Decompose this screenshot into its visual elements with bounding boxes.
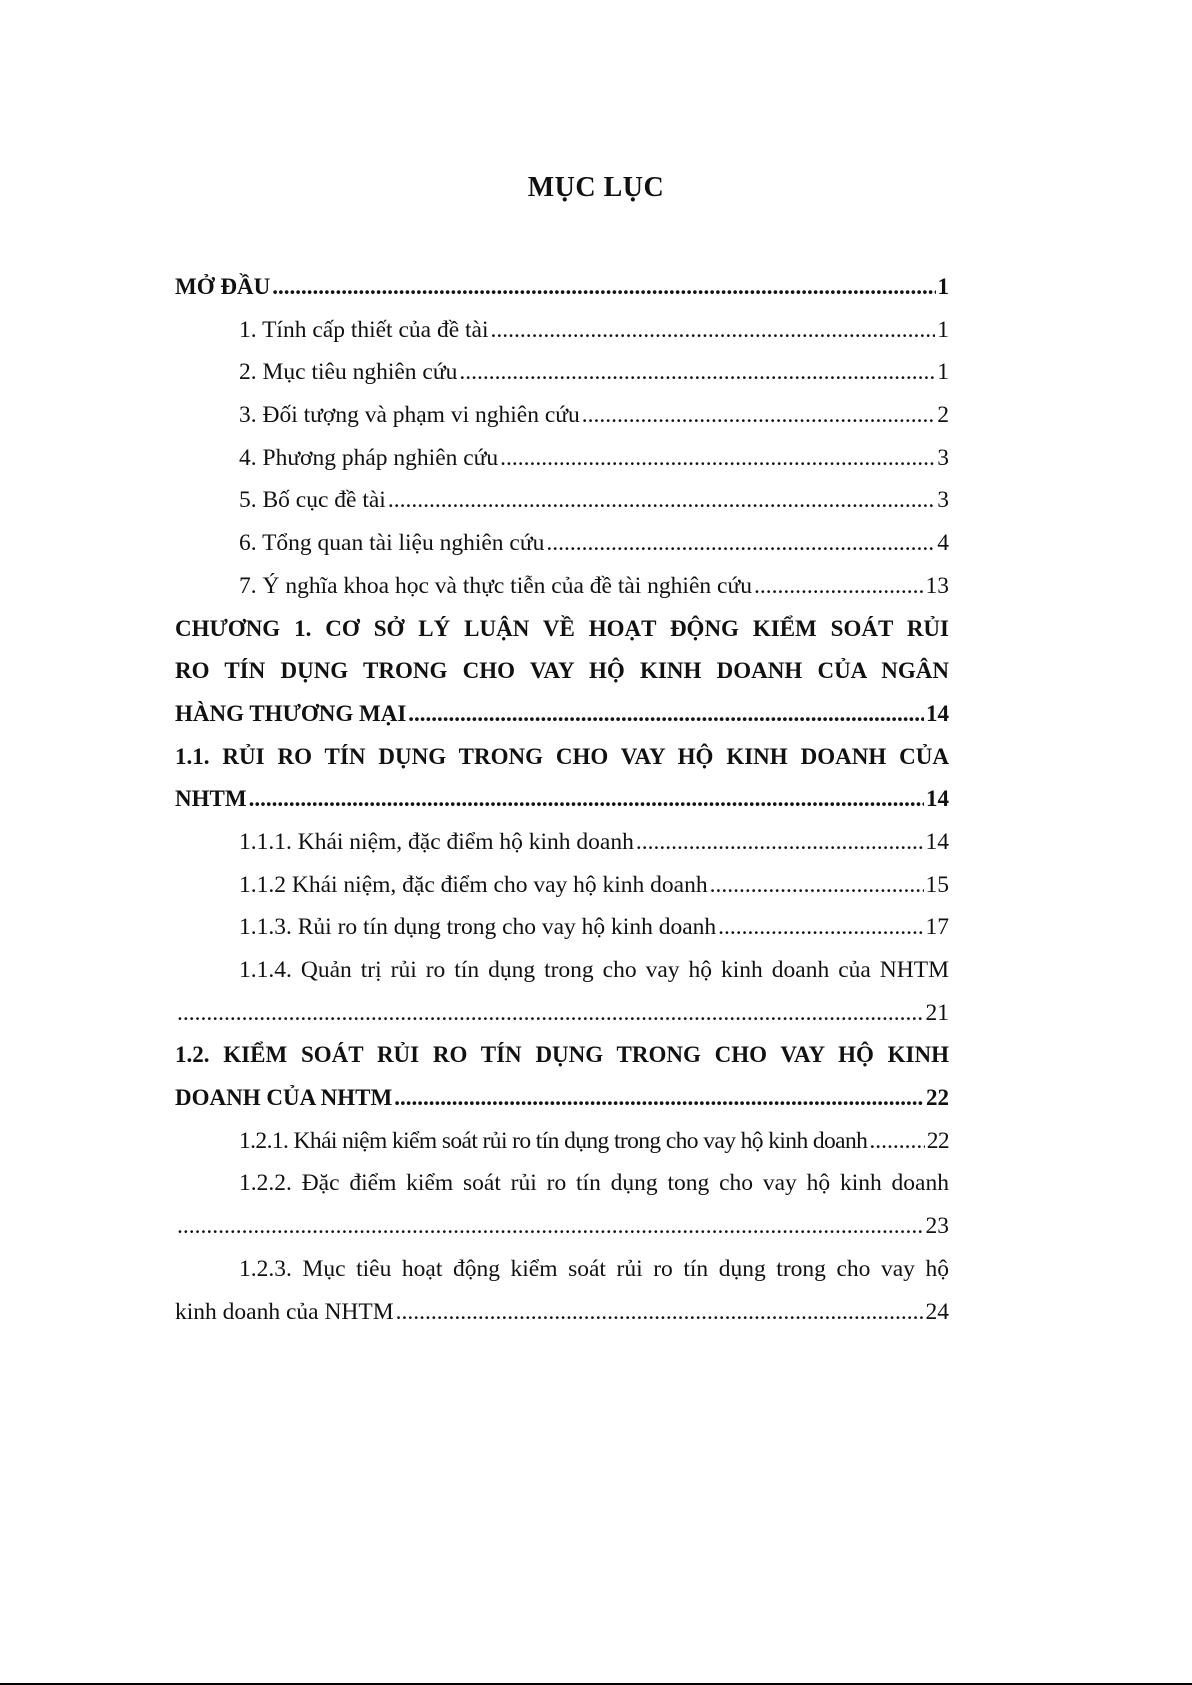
toc-entry[interactable] [175,479,949,522]
toc-page-number: 15 [925,871,949,898]
toc-page-number: 17 [925,914,949,941]
toc-page-number: 3 [937,487,949,514]
toc-page-number: 3 [937,444,949,471]
toc-entry-text: 1.1.3. Rủi ro tín dụng trong cho vay hộ kinh doanh [239,914,717,941]
toc-entry-text: HÀNG THƯƠNG MẠI [175,700,407,726]
table-of-contents [175,266,949,1333]
toc-entry[interactable] [175,522,949,565]
toc-page-number: 22 [926,1127,949,1154]
dot-leader [388,479,935,522]
dot-leader [710,864,924,907]
toc-entry-text: 1.1.1. Khái niệm, đặc điểm hộ kinh doanh [239,828,634,855]
toc-page-number: 22 [926,1085,949,1111]
dot-leader [754,565,924,608]
toc-entry[interactable] [175,864,949,907]
toc-entry-text: NHTM [175,786,247,812]
toc-entry-text: MỞ ĐẦU [175,274,271,299]
dot-leader [396,1291,924,1334]
toc-entry-text: 7. Ý nghĩa khoa học và thực tiễn của đề tài nghiên cứu [239,572,752,599]
toc-entry-text: 2. Mục tiêu nghiên cứu [239,359,458,386]
toc-entry-text: kinh doanh của NHTM [175,1298,394,1325]
toc-entry[interactable] [175,992,949,1035]
toc-entry[interactable] [175,309,949,352]
page-title: MỤC LỤC [527,172,665,203]
toc-entry-chapter-1[interactable] [175,693,949,736]
toc-chapter-line[interactable]: RO TÍN DỤNG TRONG CHO VAY HỘ KINH DOANH CỦA NGÂN [175,658,949,684]
toc-page-number: 1 [937,359,949,386]
toc-entry[interactable] [175,1120,949,1163]
dot-leader [546,522,935,565]
toc-entry[interactable] [175,1205,949,1248]
toc-page-number: 24 [925,1298,949,1325]
toc-entry-intro[interactable] [175,266,949,309]
toc-subsection-line[interactable]: 1.2.2. Đặc điểm kiểm soát rủi ro tín dụng tong cho vay hộ kinh doanh [239,1170,949,1197]
dot-leader [718,906,923,949]
toc-entry-text: 1.2.1. Khái niệm kiểm soát rủi ro tín dụng trong cho vay hộ kinh doanh [239,1127,868,1154]
toc-entry-text: 4. Phương pháp nghiên cứu [239,444,499,471]
toc-page-number: 4 [937,530,949,557]
dot-leader [491,309,936,352]
toc-entry-section-1-1[interactable] [175,778,949,821]
dot-leader [459,351,935,394]
toc-entry-text: DOANH CỦA NHTM [175,1085,393,1111]
dot-leader [500,437,935,480]
toc-section-line[interactable]: 1.1. RỦI RO TÍN DỤNG TRONG CHO VAY HỘ KINH DOANH CỦA [175,743,949,769]
toc-page-number: 23 [925,1213,949,1240]
dot-leader [636,821,924,864]
toc-entry[interactable] [175,437,949,480]
toc-entry[interactable] [175,906,949,949]
toc-page-number: 13 [925,572,949,599]
toc-entry-text: 1. Tính cấp thiết của đề tài [239,316,489,343]
dot-leader [249,778,924,821]
toc-section-line[interactable]: 1.2. KIỂM SOÁT RỦI RO TÍN DỤNG TRONG CHO VAY HỘ KINH [175,1042,949,1068]
toc-page-number: 21 [925,999,949,1026]
toc-entry-text: 6. Tổng quan tài liệu nghiên cứu [239,530,545,557]
toc-entry[interactable] [175,821,949,864]
toc-page-number: 1 [937,274,949,299]
toc-entry-text: 3. Đối tượng và phạm vi nghiên cứu [239,402,580,429]
toc-entry-text: 5. Bố cục đề tài [239,487,386,514]
toc-entry[interactable] [175,565,949,608]
dot-leader [177,1205,924,1248]
toc-subsection-line[interactable]: 1.1.4. Quản trị rủi ro tín dụng trong cho vay hộ kinh doanh của NHTM [239,957,949,983]
toc-page-number: 14 [926,786,949,812]
toc-chapter-line[interactable]: CHƯƠNG 1. CƠ SỞ LÝ LUẬN VỀ HOẠT ĐỘNG KIỂM SOÁT RỦI [175,615,949,641]
dot-leader [394,1077,924,1120]
toc-page-number: 1 [937,316,949,343]
dot-leader [408,693,924,736]
toc-entry[interactable] [175,394,949,437]
toc-page-number: 2 [937,402,949,429]
dot-leader [869,1120,924,1163]
dot-leader [582,394,936,437]
toc-page-number: 14 [926,700,949,726]
dot-leader [272,266,935,309]
toc-entry[interactable] [175,1291,949,1334]
toc-entry[interactable] [175,351,949,394]
toc-entry-text: 1.1.2 Khái niệm, đặc điểm cho vay hộ kinh doanh [239,871,708,898]
toc-entry-section-1-2[interactable] [175,1077,949,1120]
toc-page-number: 14 [925,828,949,855]
dot-leader [177,992,924,1035]
toc-subsection-line[interactable]: 1.2.3. Mục tiêu hoạt động kiểm soát rủi ro tín dụng trong cho vay hộ [239,1255,949,1282]
